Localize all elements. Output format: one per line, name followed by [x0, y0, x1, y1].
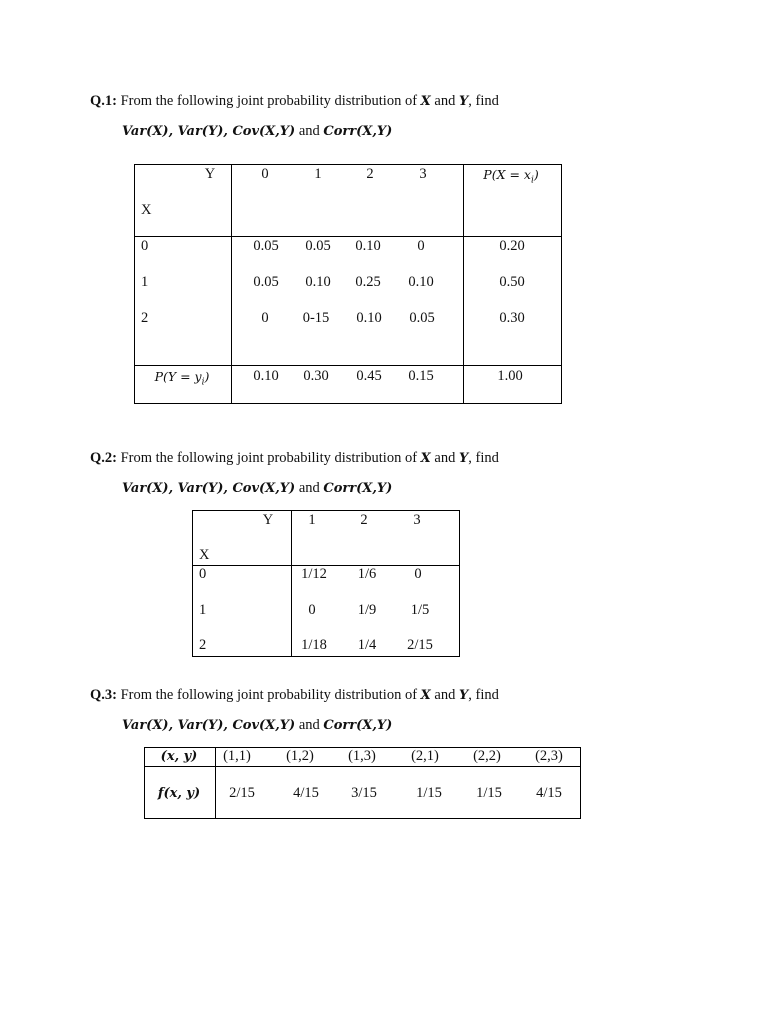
q3-pair: (2,1) — [411, 748, 439, 764]
q3-row-label: f(x, y) — [157, 786, 201, 801]
q3-value: 1/15 — [476, 785, 502, 801]
q3-formula-var-y: Var(Y) — [177, 718, 224, 733]
q3-formula-sep2: , — [223, 718, 233, 733]
q2-and: and — [430, 450, 459, 466]
q1-formula-var-y: Var(Y) — [177, 124, 224, 139]
q1-y-value: 2 — [366, 166, 374, 182]
q1-cell: 0 — [261, 310, 269, 326]
q1-y-header: Y — [204, 166, 216, 182]
q2-formula-sep1: , — [168, 481, 178, 496]
q1-cell: 0.05 — [409, 310, 435, 326]
q3-table-divider — [144, 766, 580, 767]
q1-formula-and: and — [295, 123, 324, 139]
q2-y-value: 3 — [413, 512, 421, 528]
q3-number: Q.3: — [90, 687, 117, 703]
q3-table-divider — [215, 747, 216, 818]
q3-var-x: X — [420, 688, 431, 703]
q2-cell: 1/12 — [301, 566, 327, 582]
q1-statement — [90, 93, 499, 110]
q1-cell: 0.25 — [355, 274, 381, 290]
q2-cell: 1/5 — [410, 602, 430, 618]
q1-formula-sep1: , — [168, 124, 178, 139]
q3-formula-sep1: , — [168, 718, 178, 733]
q3-formula-corr: Corr(X,Y) — [323, 718, 393, 733]
q1-py-value: 0.15 — [408, 368, 434, 384]
q1-py-label-close: ) — [204, 369, 210, 384]
q3-value: 2/15 — [229, 785, 255, 801]
q1-table-divider — [134, 236, 561, 237]
q1-table-divider — [463, 164, 464, 403]
q1-cell: 0.10 — [356, 310, 382, 326]
q1-number: Q.1: — [90, 93, 117, 109]
q1-cell: 0.10 — [408, 274, 434, 290]
q2-formula-var-x: Var(X) — [122, 481, 169, 496]
q2-cell: 0 — [414, 566, 422, 582]
q2-y-value: 2 — [360, 512, 368, 528]
q1-py-label-text: P(Y = y — [154, 369, 202, 384]
q1-cell: 0.10 — [305, 274, 331, 290]
q1-formula-var-x: Var(X) — [122, 124, 169, 139]
q1-table-divider — [231, 164, 232, 403]
q2-cell: 0 — [308, 602, 316, 618]
q2-y-header: Y — [262, 512, 274, 528]
q1-formula — [122, 123, 392, 140]
q3-find: , find — [468, 687, 499, 703]
q1-find: , find — [468, 93, 499, 109]
q2-table-border — [192, 510, 460, 657]
q1-formula-cov: Cov(X,Y) — [232, 124, 296, 139]
q1-y-value: 3 — [419, 166, 427, 182]
q3-pair: (2,2) — [473, 748, 501, 764]
q1-cell: 0.10 — [355, 238, 381, 254]
q3-pair: (2,3) — [535, 748, 563, 764]
q2-cell: 1/6 — [357, 566, 377, 582]
q1-px-header-text: P(X = x — [483, 167, 531, 182]
q3-var-y: Y — [458, 688, 469, 703]
q1-y-value: 1 — [314, 166, 322, 182]
q2-formula-cov: Cov(X,Y) — [232, 481, 296, 496]
q3-and: and — [430, 687, 459, 703]
q2-formula — [122, 480, 392, 497]
q2-row-x: 2 — [199, 637, 207, 653]
q1-x-header: X — [141, 202, 152, 218]
q3-formula — [122, 717, 392, 734]
q2-var-y: Y — [458, 451, 469, 466]
q1-px-value: 0.20 — [499, 238, 525, 254]
q1-row-x: 2 — [141, 310, 149, 326]
q2-table-divider — [291, 510, 292, 656]
q1-cell: 0.05 — [253, 274, 279, 290]
q1-py-value: 0.45 — [356, 368, 382, 384]
q2-formula-corr: Corr(X,Y) — [323, 481, 393, 496]
q1-cell: 0-15 — [302, 310, 330, 326]
q3-pair: (1,2) — [286, 748, 314, 764]
q3-header-label: (x, y) — [160, 749, 198, 764]
q1-row-x: 1 — [141, 274, 149, 290]
q2-y-value: 1 — [308, 512, 316, 528]
q2-cell: 1/9 — [357, 602, 377, 618]
q2-formula-var-y: Var(Y) — [177, 481, 224, 496]
q2-cell: 1/18 — [301, 637, 327, 653]
q2-cell: 1/4 — [357, 637, 377, 653]
q3-intro: From the following joint probability distribution of — [116, 687, 421, 703]
q2-x-header: X — [199, 547, 210, 563]
q2-row-x: 0 — [199, 566, 207, 582]
q1-px-value: 0.50 — [499, 274, 525, 290]
q2-row-x: 1 — [199, 602, 207, 618]
q1-total: 1.00 — [497, 368, 523, 384]
q3-formula-cov: Cov(X,Y) — [232, 718, 296, 733]
q1-var-y: Y — [458, 94, 469, 109]
q2-formula-and: and — [295, 480, 324, 496]
q1-intro: From the following joint probability distribution of — [116, 93, 421, 109]
q1-cell: 0 — [417, 238, 425, 254]
q3-pair: (1,3) — [348, 748, 376, 764]
q1-table-divider — [134, 365, 561, 366]
q2-formula-sep2: , — [223, 481, 233, 496]
q1-px-header-sub: i — [530, 175, 534, 186]
q2-find: , find — [468, 450, 499, 466]
q3-value: 1/15 — [416, 785, 442, 801]
q1-py-label — [155, 369, 210, 388]
q3-formula-var-x: Var(X) — [122, 718, 169, 733]
q3-statement — [90, 687, 499, 704]
q1-cell: 0.05 — [253, 238, 279, 254]
q3-value: 4/15 — [293, 785, 319, 801]
q2-cell: 2/15 — [407, 637, 433, 653]
q3-formula-and: and — [295, 717, 324, 733]
q2-number: Q.2: — [90, 450, 117, 466]
q1-formula-corr: Corr(X,Y) — [323, 124, 393, 139]
q2-var-x: X — [420, 451, 431, 466]
q1-py-value: 0.10 — [253, 368, 279, 384]
q3-value: 3/15 — [351, 785, 377, 801]
q1-and: and — [430, 93, 459, 109]
q1-px-header — [483, 167, 538, 186]
q1-y-value: 0 — [261, 166, 269, 182]
q1-var-x: X — [420, 94, 431, 109]
q1-py-value: 0.30 — [303, 368, 329, 384]
q1-row-x: 0 — [141, 238, 149, 254]
q1-px-value: 0.30 — [499, 310, 525, 326]
q3-pair: (1,1) — [223, 748, 251, 764]
q1-cell: 0.05 — [305, 238, 331, 254]
q1-px-header-close: ) — [533, 167, 539, 182]
q1-py-label-sub: i — [201, 377, 205, 388]
q1-formula-sep2: , — [223, 124, 233, 139]
q3-value: 4/15 — [536, 785, 562, 801]
q2-statement — [90, 450, 499, 467]
q2-intro: From the following joint probability distribution of — [116, 450, 421, 466]
